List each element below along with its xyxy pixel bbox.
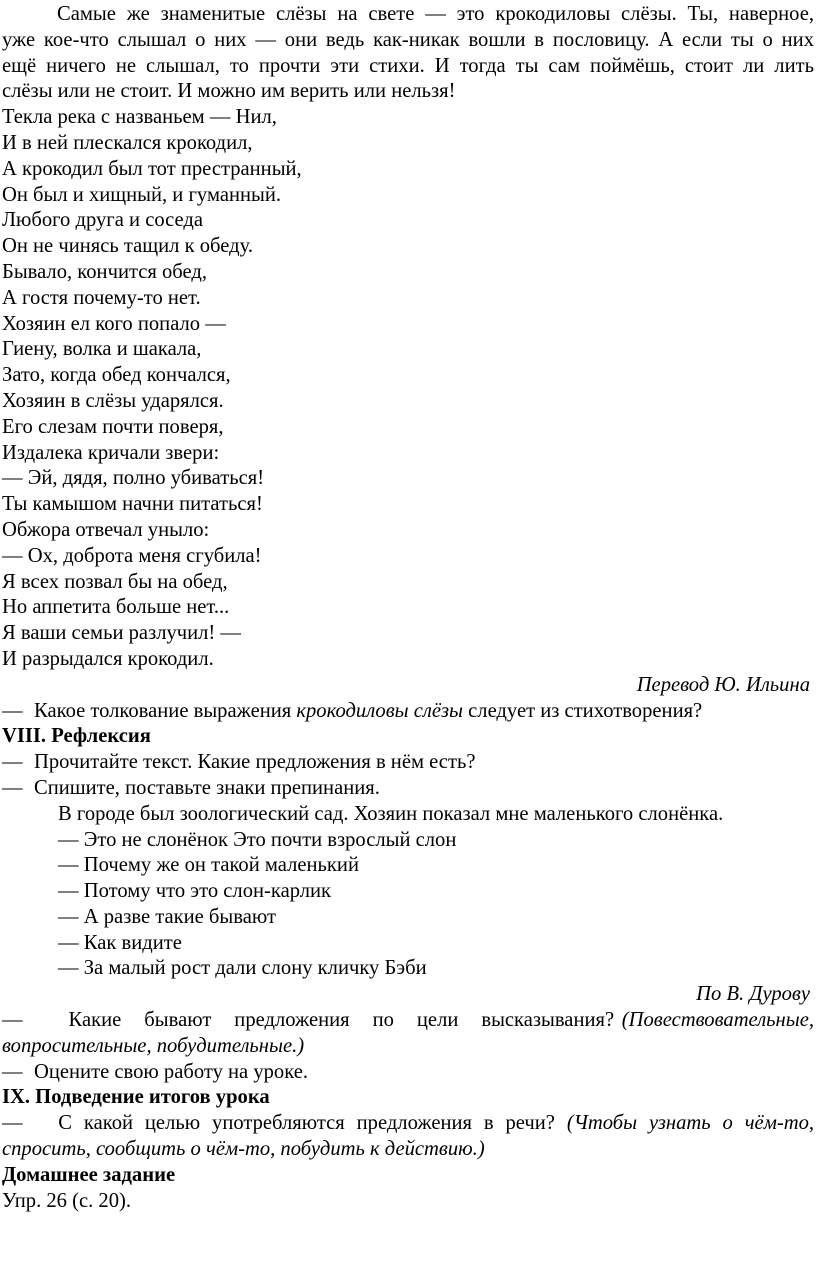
poem-line: Текла река с названьем — Нил, xyxy=(2,106,277,129)
task-copy-text xyxy=(2,776,814,802)
answer-italic: (Повествовательные, xyxy=(621,1009,814,1032)
answer-line: вопросительные, побудительные.) xyxy=(2,1034,305,1057)
poem-line: Бывало, кончится обед, xyxy=(2,260,207,283)
poem-line: Он не чинясь тащил к обеду. xyxy=(2,235,253,258)
dash-marker: — xyxy=(2,776,23,799)
poem-line: Гиену, волка и шакала, xyxy=(2,338,202,361)
poem-line: Зато, когда обед кончался, xyxy=(2,364,231,387)
section-heading-summary: IX. Подведение итогов урока xyxy=(2,1086,270,1109)
exercise-line: — Это не слонёнок Это почти взрослый слон xyxy=(58,828,457,851)
exercise-line: В городе был зоологический сад. Хозяин показал мне маленького слонёнка. xyxy=(58,802,724,825)
exercise-text xyxy=(2,802,814,983)
answer-italic: (Чтобы узнать о чём-то, xyxy=(566,1112,815,1135)
question-line xyxy=(2,1111,814,1137)
homework-heading: Домашнее задание xyxy=(2,1163,176,1186)
poem-line: Ты камышом начни питаться! xyxy=(2,493,263,516)
exercise-line: — Как видите xyxy=(58,931,182,954)
poem-line: — Ох, доброта меня сгубила! xyxy=(2,544,262,567)
poem-credit: Перевод Ю. Ильина xyxy=(636,673,810,696)
question-text: — С какой целью употребляются предложения в речи? xyxy=(2,1112,555,1135)
poem-line: Он был и хищный, и гуманный. xyxy=(2,183,282,206)
poem-line: Я ваши семьи разлучил! — xyxy=(2,622,242,645)
question-line xyxy=(2,1008,814,1034)
task-text: Спишите, поставьте знаки препинания. xyxy=(34,776,380,799)
exercise-line: — Почему же он такой маленький xyxy=(58,854,359,877)
question-sentence-types xyxy=(2,1008,814,1060)
poem-line: А крокодил был тот престранный, xyxy=(2,157,302,180)
poem-line: А гостя почему-то нет. xyxy=(2,286,201,309)
intro-paragraph xyxy=(2,2,814,105)
question-text: — Какие бывают предложения по цели высказывания? xyxy=(2,1009,615,1032)
exercise-credit: По В. Дурову xyxy=(696,983,810,1006)
homework-text: Упр. 26 (с. 20). xyxy=(2,1189,132,1212)
intro-line: Самые же знаменитые слёзы на свете — это крокодиловы слёзы. Ты, наверное, xyxy=(57,3,814,25)
poem-line: И разрыдался крокодил. xyxy=(2,647,214,670)
task-text: Оцените свою работу на уроке. xyxy=(34,1060,309,1083)
poem xyxy=(2,105,814,673)
poem-line: Но аппетита больше нет... xyxy=(2,596,230,619)
intro-line: ещё ничего не слышал, то прочти эти стихи. И тогда ты сам поймёшь, стоит ли лить xyxy=(2,54,814,77)
poem-line: Издалека кричали звери: xyxy=(2,441,220,464)
task-evaluate xyxy=(2,1060,814,1086)
task-read-text xyxy=(2,750,814,776)
question-italic: крокодиловы слёзы xyxy=(296,699,463,722)
question-text-end: следует из стихотворения? xyxy=(463,699,703,722)
dash-marker: — xyxy=(2,1060,23,1083)
question-purpose xyxy=(2,1111,814,1163)
task-text: Прочитайте текст. Какие предложения в нём есть? xyxy=(34,751,476,774)
poem-line: Его слезам почти поверя, xyxy=(2,415,224,438)
intro-line: слёзы или не стоит. И можно им верить или нельзя! xyxy=(2,80,456,103)
answer-line: спросить, сообщить о чём-то, побудить к действию.) xyxy=(2,1138,485,1161)
poem-line: Любого друга и соседа xyxy=(2,209,204,232)
poem-line: Хозяин ел кого попало — xyxy=(2,312,226,335)
poem-line: И в ней плескался крокодил, xyxy=(2,131,253,154)
section-heading-reflection: VIII. Рефлексия xyxy=(2,725,151,748)
dash-marker: — xyxy=(2,751,23,774)
dash-marker: — xyxy=(2,699,23,722)
question-crocodile-tears xyxy=(2,699,814,725)
poem-line: Обжора отвечал уныло: xyxy=(2,518,210,541)
question-text: Какое толкование выражения xyxy=(34,699,297,722)
exercise-line: — А разве такие бывают xyxy=(58,905,276,928)
intro-line: уже кое-что слышал о них — они ведь как-никак вошли в пословицу. А если ты о них xyxy=(2,28,814,51)
exercise-line: — За малый рост дали слону кличку Бэби xyxy=(58,957,427,980)
exercise-line: — Потому что это слон-карлик xyxy=(58,880,332,903)
poem-line: Хозяин в слёзы ударялся. xyxy=(2,389,224,412)
poem-line: Я всех позвал бы на обед, xyxy=(2,570,228,593)
document-page xyxy=(2,2,814,1214)
poem-line: — Эй, дядя, полно убиваться! xyxy=(2,467,265,490)
